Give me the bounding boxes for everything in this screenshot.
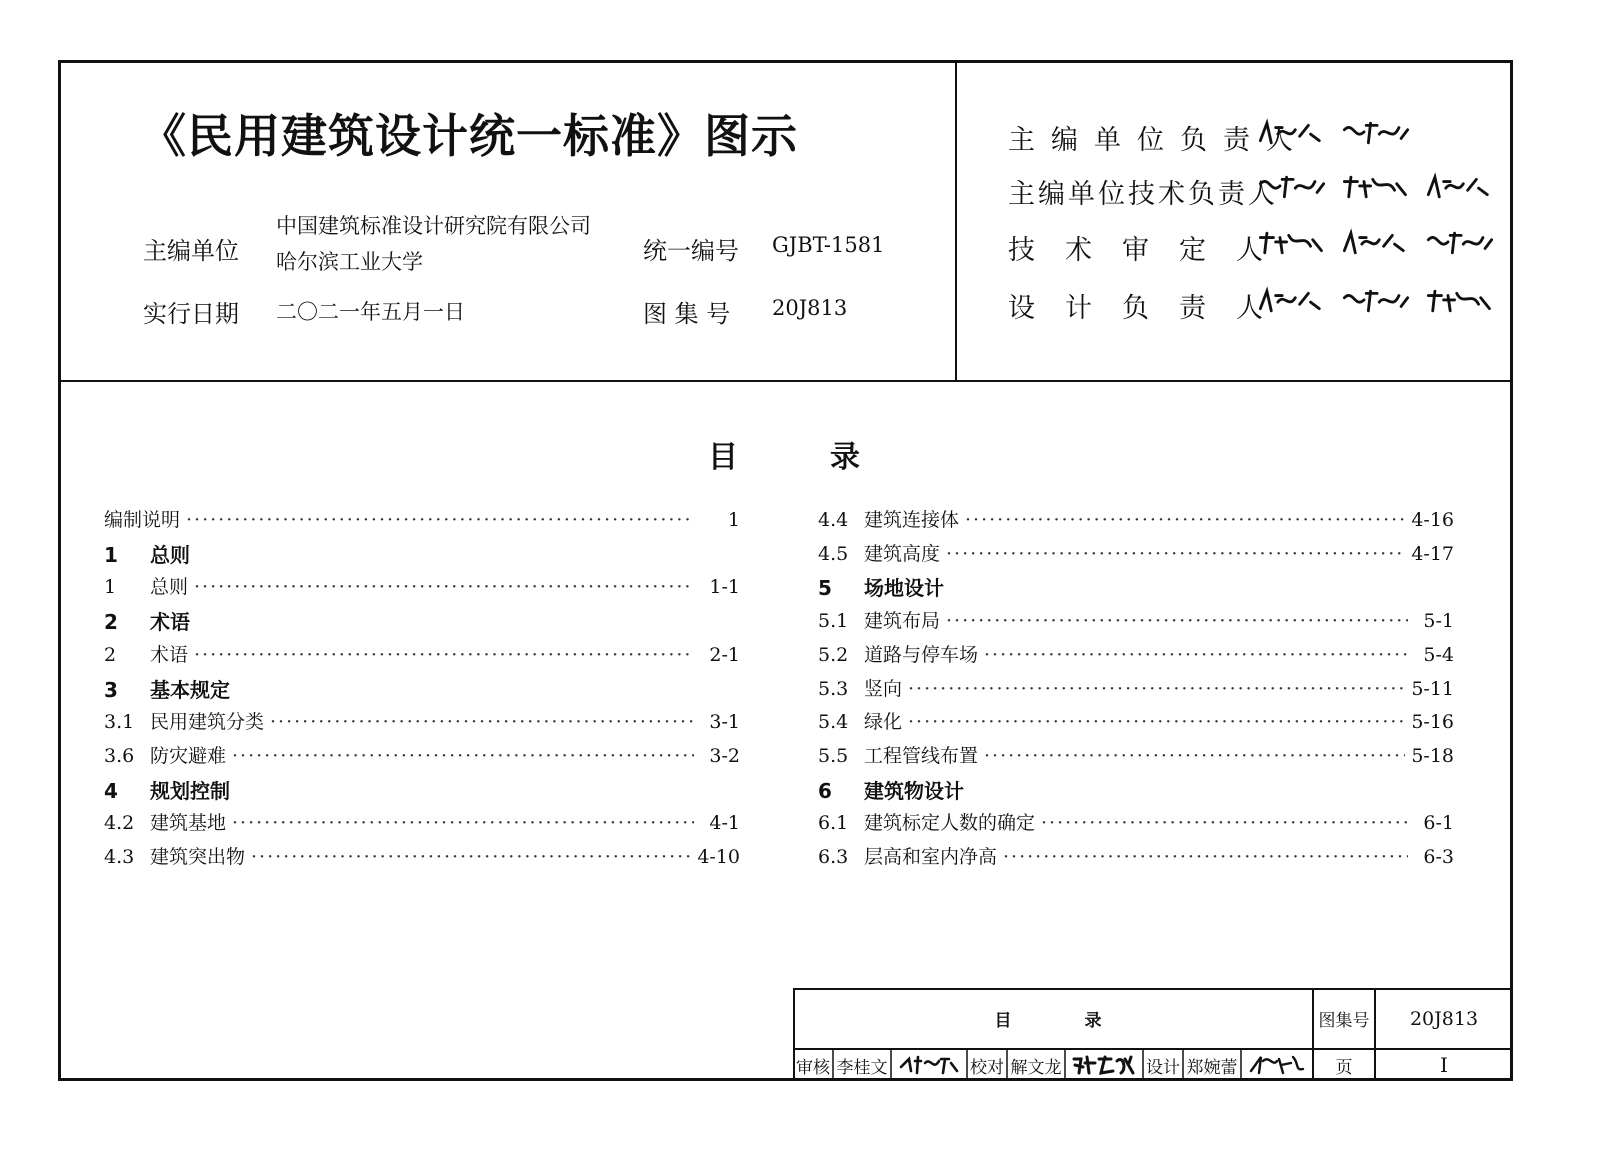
atlas-no-label: 图 集 号: [643, 300, 731, 328]
toc-entry-page: 5-18: [1411, 745, 1454, 767]
signature-孙英: [1340, 284, 1412, 318]
toc-entry-page: 5-16: [1411, 711, 1454, 733]
toc-entry-title: 防灾避难: [150, 745, 227, 767]
responsibility-label: 技术审定人: [1008, 235, 1293, 266]
toc-entry-title: 建筑突出物: [150, 846, 246, 868]
editor-unit-label: 主编单位: [143, 237, 239, 265]
toc-entry-page: 5-1: [1423, 610, 1454, 632]
checker-signature: [1065, 1049, 1143, 1081]
toc-entry-number: 5.1: [818, 610, 849, 632]
toc-section-heading: [818, 775, 964, 804]
toc-section-number: 3: [104, 678, 118, 702]
toc-entry-page: 5-4: [1423, 644, 1454, 666]
toc-leader-dots: [251, 846, 691, 868]
designer-signature-image: [1247, 1053, 1307, 1077]
toc-entry-title: 绿化: [864, 711, 903, 733]
signature-孙英: [1340, 170, 1412, 204]
effective-date-value: 二〇二一年五月一日: [276, 300, 465, 324]
signature-邵宗菁: [1256, 284, 1328, 318]
toc-leader-dots: [194, 576, 694, 598]
toc-entry-page: 4-1: [709, 812, 740, 834]
toc-entry[interactable]: [818, 674, 1454, 702]
unified-code-label: 统一编号: [643, 237, 739, 265]
toc-entry-page: 3-1: [709, 711, 740, 733]
designer-signature: [1241, 1049, 1313, 1081]
toc-heading-right: 录: [830, 440, 860, 475]
toc-section-number: 1: [104, 543, 118, 567]
toc-entry-title: 术语: [150, 644, 189, 666]
toc-section-number: 6: [818, 779, 832, 803]
checker-signature-image: [1071, 1053, 1137, 1077]
toc-leader-dots: [1003, 846, 1408, 868]
toc-entry-number: 5.5: [818, 745, 849, 767]
toc-section-heading: [104, 674, 230, 703]
toc-entry-page: 1-1: [709, 576, 740, 598]
toc-entry-page: 6-3: [1423, 846, 1454, 868]
toc-entry[interactable]: [104, 640, 740, 668]
toc-leader-dots: [232, 745, 694, 767]
header-vertical-divider: [955, 60, 957, 381]
responsibility-label: 主编单位负责人: [1008, 125, 1309, 156]
toc-entry[interactable]: [818, 640, 1454, 668]
toc-entry-title: 道路与停车场: [864, 644, 979, 666]
toc-entry-title: 竖向: [864, 678, 903, 700]
toc-entry[interactable]: [818, 842, 1454, 870]
toc-entry-number: 6.1: [818, 812, 849, 834]
toc-entry[interactable]: [104, 741, 740, 769]
toc-entry[interactable]: [818, 539, 1454, 567]
sheet-title-left: 目: [994, 1011, 1012, 1031]
toc-section-title: 建筑物设计: [864, 779, 964, 803]
toc-leader-dots: [946, 543, 1405, 565]
toc-leader-dots: [965, 509, 1405, 531]
toc-entry-title: 建筑高度: [864, 543, 941, 565]
reviewer-signature-image: [897, 1053, 961, 1077]
signature-郝斌: [1340, 226, 1412, 260]
page-title: 《民用建筑设计统一标准》图示: [140, 109, 798, 163]
signature-李桂文: [1424, 170, 1496, 204]
signature-韩霞: [1424, 226, 1496, 260]
toc-heading-left: 目: [708, 440, 738, 475]
toc-entry[interactable]: [104, 572, 740, 600]
toc-leader-dots: [194, 644, 694, 666]
sheet-title-right: 录: [1084, 1011, 1102, 1031]
editor-unit-2: 哈尔滨工业大学: [276, 250, 423, 274]
reviewer-name: 李桂文: [836, 1057, 888, 1078]
design-label: 设计: [1146, 1057, 1180, 1078]
title-block: [793, 988, 1513, 1081]
toc-leader-dots: [908, 678, 1405, 700]
editor-unit-1: 中国建筑标准设计研究院有限公司: [276, 214, 591, 238]
toc-entry[interactable]: [818, 808, 1454, 836]
toc-leader-dots: [946, 610, 1408, 632]
toc-entry-page: 5-11: [1411, 678, 1454, 700]
toc-entry-number: 6.3: [818, 846, 849, 868]
toc-entry-page: 4-10: [697, 846, 740, 868]
toc-entry-page: 3-2: [709, 745, 740, 767]
page-number: I: [1440, 1053, 1448, 1077]
toc-entry-title: 建筑基地: [150, 812, 227, 834]
tb-atlas-no-label: 图集号: [1318, 1011, 1370, 1031]
signature-刘志国: [1256, 116, 1328, 150]
toc-entry-number: 4.3: [104, 846, 135, 868]
signature-朱茂: [1256, 226, 1328, 260]
designer-name: 郑婉蕾: [1186, 1057, 1238, 1078]
toc-leader-dots: [232, 812, 694, 834]
toc-section-title: 场地设计: [864, 576, 944, 600]
toc-entry[interactable]: [818, 741, 1454, 769]
toc-entry-number: 2: [104, 644, 117, 666]
signature-徐冠艺: [1424, 284, 1496, 318]
check-label: 校对: [970, 1057, 1004, 1078]
signature-孙英: [1340, 116, 1412, 150]
toc-entry-number: 1: [104, 576, 117, 598]
toc-section-title: 规划控制: [150, 779, 230, 803]
tb-atlas-no-value: 20J813: [1409, 1007, 1479, 1030]
toc-entry[interactable]: [818, 606, 1454, 634]
toc-entry-title: 建筑标定人数的确定: [864, 812, 1036, 834]
review-label: 审核: [796, 1057, 830, 1078]
toc-section-title: 术语: [150, 610, 190, 634]
reviewer-signature: [891, 1049, 967, 1081]
toc-entry[interactable]: [104, 808, 740, 836]
toc-leader-dots: [908, 711, 1405, 733]
toc-entry[interactable]: [104, 707, 740, 735]
toc-section-heading: [818, 572, 944, 601]
toc-section-number: 5: [818, 576, 832, 600]
toc-entry-number: 3.1: [104, 711, 135, 733]
toc-entry-title: 层高和室内净高: [864, 846, 998, 868]
toc-entry-title: 民用建筑分类: [150, 711, 265, 733]
toc-section-heading: [104, 775, 230, 804]
toc-section-number: 4: [104, 779, 118, 803]
toc-leader-dots: [984, 745, 1405, 767]
atlas-no-value: 20J813: [772, 296, 848, 320]
toc-entry-page: 1: [727, 509, 740, 531]
toc-entry-title: 建筑连接体: [864, 509, 960, 531]
page-label: 页: [1335, 1057, 1353, 1078]
toc-entry-number: 3.6: [104, 745, 135, 767]
toc-entry[interactable]: [818, 707, 1454, 735]
toc-entry-page: 2-1: [709, 644, 740, 666]
toc-entry-number: 5.3: [818, 678, 849, 700]
unified-code-value: GJBT-1581: [772, 233, 885, 257]
toc-leader-dots: [186, 509, 694, 531]
toc-entry[interactable]: [104, 842, 740, 870]
toc-section-number: 2: [104, 610, 118, 634]
header-divider: [58, 380, 1513, 382]
toc-section-title: 总则: [150, 543, 190, 567]
toc-entry-page: 6-1: [1423, 812, 1454, 834]
toc-section-heading: [104, 606, 190, 635]
toc-entry-number: 5.4: [818, 711, 849, 733]
effective-date-label: 实行日期: [143, 300, 239, 328]
toc-entry[interactable]: [104, 505, 740, 533]
toc-entry-number: 4.5: [818, 543, 849, 565]
toc-entry-title: 工程管线布置: [864, 745, 979, 767]
toc-entry[interactable]: [818, 505, 1454, 533]
responsibility-label: 主编单位技术负责人: [1008, 179, 1278, 210]
checker-name: 解文龙: [1010, 1057, 1062, 1078]
signature-顾均: [1256, 170, 1328, 204]
toc-entry-page: 4-16: [1411, 509, 1454, 531]
toc-entry-title: 总则: [150, 576, 189, 598]
toc-entry-page: 4-17: [1411, 543, 1454, 565]
toc-entry-number: 4.2: [104, 812, 135, 834]
toc-section-title: 基本规定: [150, 678, 230, 702]
responsibility-label: 设计负责人: [1008, 293, 1293, 324]
toc-leader-dots: [1041, 812, 1408, 834]
toc-entry-title: 建筑布局: [864, 610, 941, 632]
toc-entry-number: 5.2: [818, 644, 849, 666]
toc-leader-dots: [270, 711, 694, 733]
toc-section-heading: [104, 539, 190, 568]
toc-entry-title: 编制说明: [104, 509, 181, 531]
toc-leader-dots: [984, 644, 1408, 666]
toc-entry-number: 4.4: [818, 509, 849, 531]
